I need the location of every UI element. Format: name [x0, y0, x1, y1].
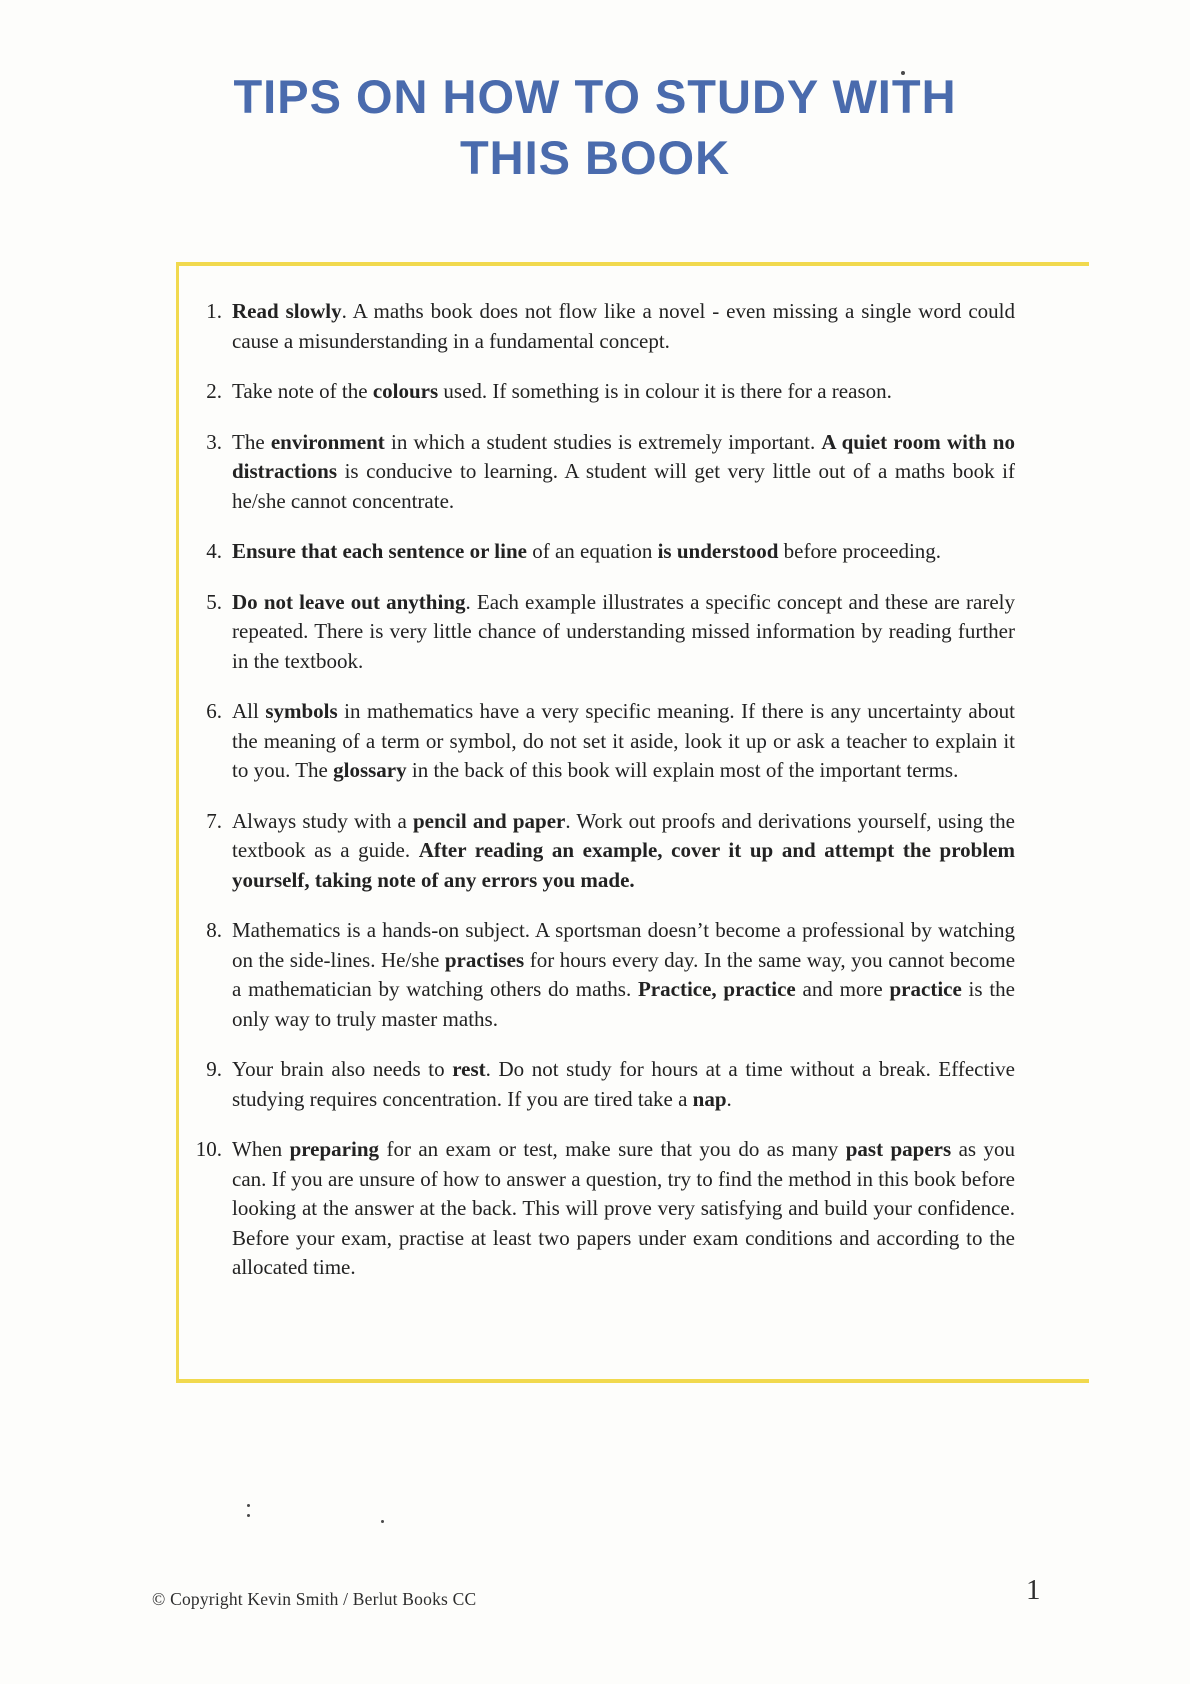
- tip-item: [187, 588, 1015, 677]
- tip-item: [187, 697, 1015, 786]
- tip-text: All symbols in mathematics have a very specific meaning. If there is any uncertainty about the meaning of a term or symbol, do not set it aside, look it up or ask a teacher to explain it to you. The glossary in the back of this book will explain most of the important terms.: [232, 699, 1015, 782]
- tip-item: [187, 377, 1015, 407]
- tips-list: [187, 297, 1015, 1283]
- tip-number: 8.: [206, 918, 222, 942]
- scan-artifact-period: [381, 1520, 384, 1523]
- copyright-text: © Copyright Kevin Smith / Berlut Books CC: [152, 1589, 477, 1609]
- tip-number: 4.: [206, 539, 222, 563]
- tip-item: [187, 1055, 1015, 1114]
- tip-item: [187, 537, 1015, 567]
- tip-item: [187, 807, 1015, 896]
- tip-item: [187, 297, 1015, 356]
- tip-number: 3.: [206, 429, 222, 454]
- tip-number: 2.: [206, 379, 222, 403]
- title-line-1: TIPS ON HOW TO STUDY WITH: [233, 70, 957, 123]
- tip-number: 6.: [206, 699, 222, 723]
- tip-number: 7.: [206, 808, 222, 833]
- tip-text: Take note of the colours used. If something is in colour it is there for a reason.: [232, 379, 892, 403]
- tip-item: [187, 916, 1015, 1034]
- tip-text: Mathematics is a hands-on subject. A sportsman doesn’t become a professional by watching on the side-lines. He/she practises for hours every day. In the same way, you cannot become a mathematician by watching others do maths. Practice, practice and more practice is the only way to truly master maths.: [232, 918, 1016, 1031]
- title-line-2: THIS BOOK: [459, 131, 731, 184]
- page-title: [0, 66, 1190, 188]
- tip-text: Read slowly. A maths book does not flow like a novel - even missing a single word could cause a misunderstanding in a fundamental concept.: [232, 299, 1015, 353]
- tip-text: When preparing for an exam or test, make sure that you do as many past papers as you can. If you are unsure of how to answer a question, try to find the method in this book before looking at the answer at the back. This will prove very satisfying and build your confidence. Before your exam, practise at least two papers under exam conditions and according to the allocated time.: [232, 1137, 1015, 1279]
- tip-text: Your brain also needs to rest. Do not study for hours at a time without a break. Effective studying requires concentration. If you are tired take a nap.: [232, 1057, 1015, 1111]
- tip-text: Ensure that each sentence or line of an equation is understood before proceeding.: [232, 539, 942, 563]
- tip-text: Always study with a pencil and paper. Work out proofs and derivations yourself, using the textbook as a guide. After reading an example, cover it up and attempt the problem yourself, taking note of any errors you made.: [232, 808, 1016, 892]
- scan-artifact-colon: [247, 1504, 250, 1507]
- tip-item: [187, 428, 1015, 517]
- tip-number: 9.: [206, 1057, 222, 1081]
- tip-text: Do not leave out anything. Each example illustrates a specific concept and these are rarely repeated. There is very little chance of understanding missed information by reading further in the textbook.: [232, 589, 1015, 673]
- page-number: 1: [1026, 1574, 1041, 1606]
- tip-item: [187, 1135, 1015, 1283]
- tip-number: 1.: [206, 299, 222, 323]
- tips-box: [176, 262, 1089, 1383]
- tip-number: 5.: [206, 589, 222, 614]
- tip-number: 10.: [195, 1137, 222, 1161]
- tip-text: The environment in which a student studies is extremely important. A quiet room with no distractions is conducive to learning. A student will get very little out of a maths book if he/she cannot concentrate.: [232, 429, 1015, 513]
